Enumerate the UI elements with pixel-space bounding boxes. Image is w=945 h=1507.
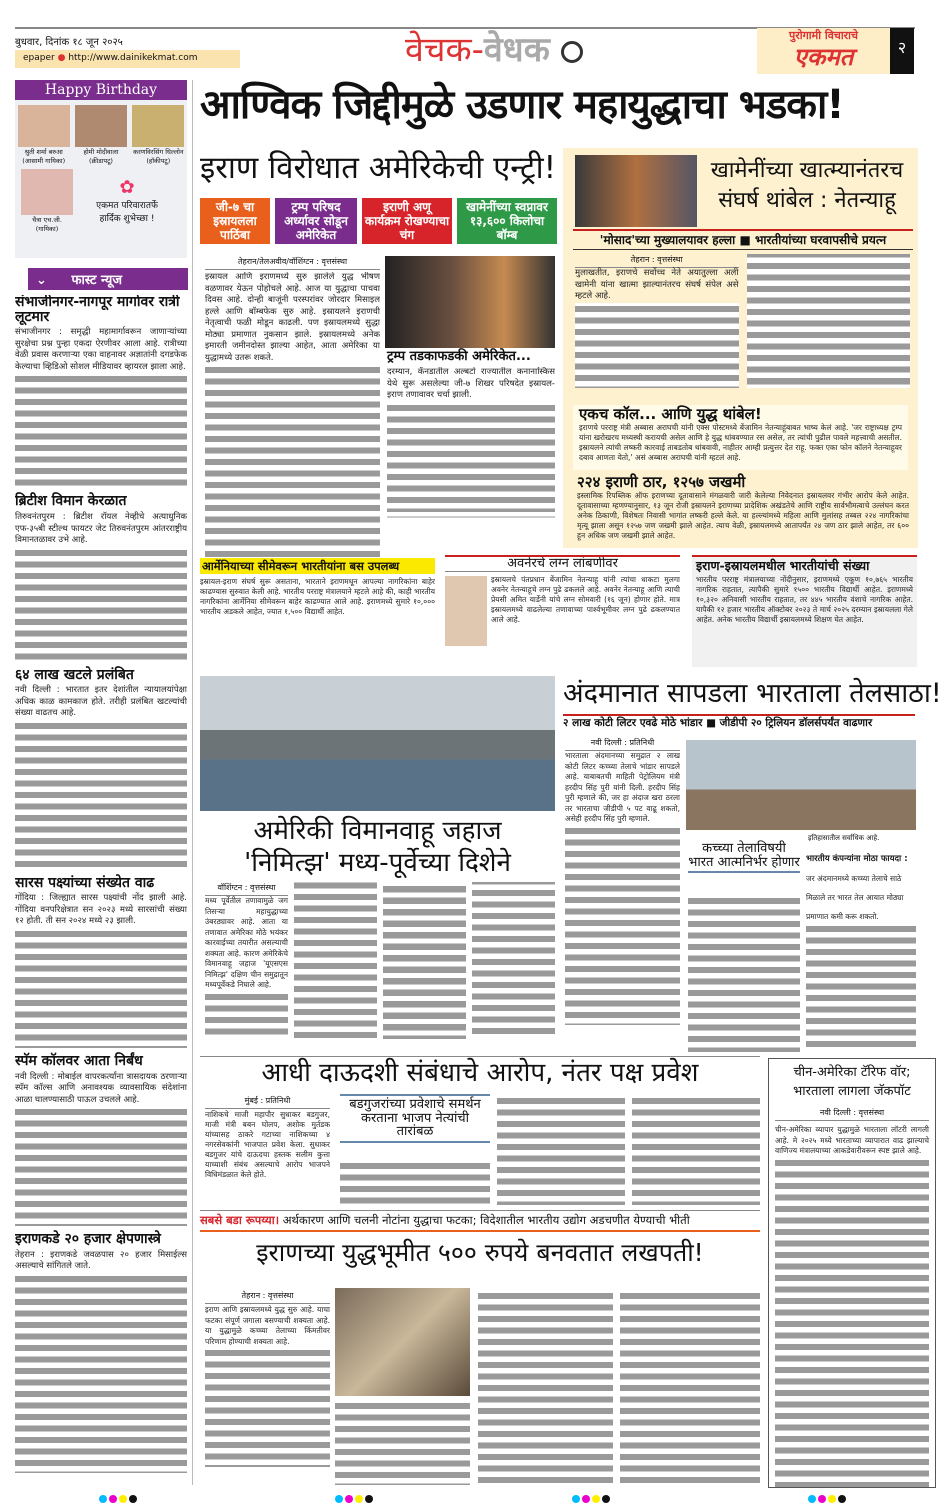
avner-story: अवनेरचे लग्न लांबणीवर इस्रायलचे पंतप्रधान बेंजामिन नेतन्याहू यांनी त्यांचा धाकटा मुलगा अवनेर नेतन्याहूचे लग्न पुढे ढकलले आहे. अवनेर नेतन्याहू आणि त्याची प्रेयसी अमित यार्डेनी यांचे लग्न सोमवारी (१६ जून) होणार होते. मात्र इस्रायलमध्ये वाढलेल्या तणावाच्या पार्श्वभूमीवर लग्न पुढे ढकलण्यात आले आहे. [445,555,680,667]
person-photo [75,105,127,147]
indians-count-story: इराण-इस्रायलमधील भारतीयांची संख्या भारतीय परराष्ट्र मंत्रालयाच्या नोंदीनुसार, इराणमध्ये एकूण १०,७६५ भारतीय नागरिक राहतात, त्यापैकी सुमारे १५०० भारतीय विद्यार्थी आहेत. इराणमध्ये १०,३२० अनिवासी भारतीय राहतात, तर ४४५ भारतीय वंशाचे नागरिक आहेत. यापैकी १२ हजार भारतीय ऑक्टोबर २०२३ ते मार्च २०२५ दरम्यान इस्रायलला गेले आहेत. अनेक भारतीय विद्यार्थी इस्रायलमध्ये शिक्षण घेत आहेत. [692,555,917,667]
ship-body: वॉशिंग्टन : वृत्तसंस्था मध्य पूर्वेतील तणावामुळे जग तिसऱ्या महायुद्धाच्या उंबरठ्यावर आहे. आता या तणावात अमेरिका मोठे भयंकर कारवाईच्या तयारीत असल्याची शक्यता आहे. कारण अमेरिकेचे विमानवाहू जहाज 'यूएसएस निमित्झ' दक्षिण चीन समुद्रातून मध्यपूर्वेकडे निघाले आहे. [205,882,555,1052]
birthday-title: Happy Birthday [15,80,187,100]
epaper-bar [15,50,240,68]
section-logo [405,30,583,70]
column-divider [192,80,193,1485]
andaman-body-col2 [688,895,800,1052]
banner-label: सबसे बडा रूपय्या। [200,1213,280,1227]
birthday-person: होमी मोदीवाला (क्रीडापटू) [75,105,127,165]
paper-brand [757,28,890,74]
byline: तेहरान : वृत्तसंस्था [205,1290,330,1304]
oil-rig-photo [686,740,916,830]
iran-headline: इराण विरोधात अमेरिकेची एन्ट्री! [200,150,557,186]
red-rule [563,714,915,716]
paper-name: एकमत [793,43,854,71]
red-rule [573,229,913,231]
logo-part2: वेधक [483,30,550,70]
epaper-url[interactable]: http://www.dainikekmat.com [68,53,198,63]
banner-text: अर्थकारण आणि चलनी नोटांना युद्धाचा फटका; विदेशातील भारतीय उद्योग अडचणीत येण्याची भीती [282,1213,690,1227]
section-rule [200,1056,760,1057]
rupee-body-col3 [478,1290,613,1485]
caption-body: दरम्यान, कॅनडातील अल्बर्टा राज्यातील कनानास्किस येथे सुरू असलेल्या जी-७ शिखर परिषदेत इस्रायल-इराण तणावावर चर्चा झाली. [387,367,555,557]
china-tariff-box: चीन-अमेरिका टॅरिफ वॉर; भारताला लागला जॅकपॉट नवी दिल्ली : वृत्तसंस्था चीन-अमेरिका व्यापार युद्धामुळे भारताला लॉटरी लागली आहे. मे २०२५ मध्ये भारताच्या व्यापारात वाढ झाल्याचे वाणिज्य मंत्रालयाच्या आकडेवारीवरून स्पष्ट झाले आहे. [768,1058,936,1488]
bouquet-icon: ✿ [119,177,135,198]
andaman-subhead2: कच्च्या तेलाविषयी भारत आत्मनिर्भर होणार [688,842,800,873]
news-item: ब्रिटीश विमान केरळात तिरुवनंतपुरम : ब्रिटीश रॉयल नेव्हीचे अत्याधुनिक एफ-३५बी स्टील्थ फायटर जेट तिरुवनंतपुरम आंतरराष्ट्रीय विमानतळावर उभे आहे. [15,494,187,661]
dawood-headline: आधी दाऊदशी संबंधाचे आरोप, नंतर पक्ष प्रवेश [261,1058,699,1088]
dawood-body-col4 [632,1095,760,1205]
date-line: बुधवार, दिनांक १८ जून २०२५ [15,37,123,48]
magnifier-icon [561,41,583,63]
logo-part1: वेचक- [405,30,484,70]
netanyahu-headline: खामेनींच्या खात्म्यानंतरच संघर्ष थांबेल : नेतन्याहू [710,158,904,213]
news-item: इराणकडे २० हजार क्षेपणास्त्रे तेहरान : इराणकडे जवळपास २० हजार मिसाईल्स असल्याचे सांगितले जाते. [15,1232,187,1473]
rupee-headline: इराणच्या युद्धभूमीत ५०० रुपये बनवतात लखपती! [256,1238,704,1267]
birthday-person: श्रुती शर्मा बरुआ (आसामी गायिका) [18,105,70,165]
chevron-down-icon: ⌄ [36,273,47,288]
registration-marks [0,1488,945,1507]
dawood-body: नाशिकचे माजी महापौर सुधाकर बडगुजर, माजी मंत्री बबन घोलप, अशोक मुर्तडक यांच्यासह ठाकरे गटाच्या नाशिकच्या ४ नगरसेवकांनी भाजपात प्रवेश केला. सुधाकर बडगुजर यांचे दाऊदचा हस्तक सलीम कुत्ता याच्याशी संबंध असल्याचे आरोप भाजपने विधिमंडळात केले होते. [205,1110,330,1179]
highlight-box: खामेनींच्या स्वप्नावर १३,६०० किलोचा बॉम्ब [457,198,557,244]
page-number: २ [890,28,914,74]
rupee-body-col2 [335,1400,470,1485]
news-item: स्पॅम कॉलवर आता निर्बंध नवी दिल्ली : मोबाईल वापरकर्त्यांना त्रासदायक ठरणाऱ्या स्पॅम कॉल्स आणि अनावश्यक व्यावसायिक संदेशांना आळा घालण्यासाठी पाऊल उचलले आहे. [15,1054,187,1226]
couple-photo [445,576,487,646]
dawood-subhead: बडगुजरांच्या प्रवेशाचे समर्थन करताना भाजप नेत्यांची तारांबळ [340,1094,490,1143]
birthday-person: चैत्रा एच.जी. (गायिका) [21,169,73,233]
birthday-person: करणविरसिंग धिल्लोन (हॉकीपटू) [132,105,184,165]
dawood-body-col2 [340,1160,490,1206]
news-item: सारस पक्ष्यांच्या संख्येत वाढ गोंदिया : जिल्ह्यात सारस पक्ष्यांची नोंद झाली आहे. गोंदिया वनपरिक्षेत्रात सन २०२३ मध्ये सारसांची संख्या १२ होती. ती सन २०२४ मध्ये २३ झाली. [15,876,187,1048]
news-item: संभाजीनगर-नागपूर मार्गावर रात्री लूटमार संभाजीनगर : समृद्धी महामार्गावरून जाणाऱ्यांच्या सुरक्षेचा प्रश्न पुन्हा एकदा ऐरणीवर आला आहे. रात्रीच्या वेळी प्रवास करणाऱ्या एका वाहनावर अज्ञातांनी दगडफेक केल्याचा व्हिडिओ सोशल मीडियावर व्हायरल झाला आहे. [15,295,187,488]
highlight-box: जी-७ चा इस्रायलला पाठिंबा [200,198,270,244]
wish-line1: एकमत परिवारातर्फे [96,201,158,211]
rupee-banner [200,1210,760,1232]
person-photo [18,105,70,147]
netanyahu-body: तेहरान : वृत्तसंस्था मुलाखतीत, इराणचे सर्वोच्च नेते अयातुल्ला अली खामेनी यांना खात्मा झाल्यानंतरच संघर्ष संपेल असे म्हटले आहे. [575,254,910,394]
rupee-body-col4 [620,1290,760,1485]
netanyahu-subhead: 'मोसाद'च्या मुख्यालयावर हल्ला ■ भारतीयांच्या घरवापसीचे प्रयत्न [573,234,913,250]
andaman-body: नवी दिल्ली : प्रतिनिधी भारताला अंदमानच्या समुद्रात २ लाख कोटी लिटर कच्च्या तेलाचे भांडार सापडले आहे. याबाबतची माहिती पेट्रोलियम मंत्री हरदीप सिंह पुरी यांनी दिली. हरदीप सिंह पुरी म्हणाले की, जर हा अंदाज खरा ठरला तर भारताचा जीडीपी ५ पट वाढू शकतो, असेही हरदीप सिंह पुरी म्हणाले. [565,737,680,1052]
aircraft-carrier-photo [200,676,555,811]
ship-headline: अमेरिकी विमानवाहू जहाज 'निमित्झ' मध्य-पूर्वेच्या दिशेने [244,816,511,878]
byline: तेहरान/तेलअवीव/वॉशिंग्टन : वृत्तसंस्था [205,256,380,270]
highlight-box: इराणी अणू कार्यक्रम रोखण्याचा चंग [362,198,452,244]
fast-news-title: फास्ट न्यूज [71,273,122,288]
andaman-subhead: २ लाख कोटी लिटर एवढे मोठे भांडार ■ जीडीपी २० ट्रिलियन डॉलर्सपर्यंत वाढणार [563,717,873,729]
epaper-label: epaper [23,53,55,63]
one-call-box: एकच कॉल... आणि युद्ध थांबेल! इराणचे परराष्ट्र मंत्री अब्बास अराघची यांनी एक्स पोस्टमध्ये बेंजामिन नेतन्याहूंबाबत भाष्य केलं आहे. 'जर राष्ट्राध्यक्ष ट्रम्प यांना खरोखरच मध्यस्थी करायची असेल आणि हे युद्ध थांबवण्यात रस असेल, तर त्यांची पुढील पावले महत्त्वाची असतील. इस्रायलने त्यांची लष्करी कारवाई ताबडतोब थांबवावी, नाहीतर आम्ही प्रत्युत्तर देत राहू. फक्त एका फोन कॉलने नेतन्याहूवर दबाव आणता येतो,' असं अब्बास अराघची यांनी म्हटलं आहे. [573,405,908,470]
armenia-story: आर्मेनियाच्या सीमेवरून भारतीयांना बस उपलब्ध इस्रायल-इराण संघर्ष सुरू असताना, भारताने इराणमधून आपल्या नागरिकांना बाहेर काढण्यास सुरुवात केली आहे. भारतीय परराष्ट्र मंत्रालयाने म्हटले आहे की, काही भारतीय नागरिकांना आर्मेनिया सीमेवरून बाहेर काढण्यात आले आहे. इराणमध्ये सुमारे १०,००० भारतीय अडकले आहेत, ज्यात १,५०० विद्यार्थी आहेत. [200,559,435,617]
rupee-body: इराण आणि इस्रायलमध्ये युद्ध सुरु आहे. याचा फटका संपूर्ण जगाला बसण्याची शक्यता आहे. या युद्धामुळे कच्च्या तेलाच्या किंमतीवर परिणाम होण्याची शक्यता आहे. [205,1305,330,1485]
birthday-box [15,80,187,258]
highlight-box: ट्रम्प परिषद अर्ध्यावर सोडून अमेरिकेत [275,198,357,244]
main-headline: आण्विक जिद्दीमुळे उडणार महायुद्धाचा भडका! [200,82,844,128]
casualties-box: २२४ इराणी ठार, १२५७ जखमी इस्लामिक रिपब्लिक ऑफ इराणच्या दूतावासाने मंगळवारी जारी केलेल्या निवेदनात इस्रायलवर गंभीर आरोप केले आहेत. दूतावासाच्या म्हणण्यानुसार, १३ जून रोजी इस्रायलने इराणच्या प्रादेशिक अखंडतेचे आणि राष्ट्रीय सार्वभौमत्वाचे उल्लंघन करत अनेक ठिकाणी, विशेषतः निवासी भागांत लष्करी हल्ले केले. या हल्ल्यांमध्ये महिला आणि मुलांसह तब्बल २२४ नागरिकांचा मृत्यू झाला असून १२५७ जण जखमी झाले आहेत. त्याच वेळी, इस्रायलमध्ये आतापर्यंत २४ जण ठार झाले आहेत, तर ६०० हून अधिक जण जखमी झाले आहेत. [577,473,909,540]
dawood-body-col3 [497,1095,625,1205]
wish-line2: हार्दिक शुभेच्छा ! [99,214,155,224]
khamenei-netanyahu-photo [575,155,697,227]
fast-news-header [28,268,188,290]
andaman-caption: इतिहासातील सर्वाधिक आहे. [808,834,880,842]
person-photo [21,169,73,215]
andaman-headline: अंदमानात सापडला भारताला तेलसाठा! [563,678,942,709]
caption-title: ट्रम्प तडकाफडकी अमेरिकेत... [387,349,531,364]
byline: मुंबई : प्रतिनिधी [205,1095,330,1109]
fast-news-column [15,295,187,1485]
andaman-side: भारतीय कंपन्यांना मोठा फायदा : जर अंदमानमध्ये कच्च्या तेलाचे साठे मिळाले तर भारत तेल आयात मोठ्या प्रमाणात कमी करू शकतो. [806,846,916,1052]
person-photo [132,105,184,147]
globe-icon: ● [57,53,66,63]
article-body: इस्रायल आणि इराणमध्ये सुरु झालेले युद्ध भीषण वळणावर येऊन पोहोचले आहे. आज या युद्धाचा पाचवा दिवस आहे. दोन्ही बाजूंनी परस्परांवर जोरदार मिसाइल हल्ले आणि बॉम्बफेक सुरु आहे. इस्रायलने इराणची नेतृत्वाची फळी मोडून काढली. पण इस्रायलमध्ये सुद्धा मोठ्या प्रमाणात नुकसान झाले. इस्रायलमध्ये अनेक इमारती जमीनदोस्त झाल्या आहेत, आता अमेरिका या युद्धामध्ये उतरू शकते. [205,272,380,557]
news-item: ६४ लाख खटले प्रलंबित नवी दिल्ली : भारतात इतर देशांतील न्यायालयांपेक्षा अधिक काळ कामकाज होते. तरीही प्रलंबित खटल्यांची संख्या वाढतच आहे. [15,668,187,870]
currency-photo [335,1288,470,1396]
tagline: पुरोगामी विचाराचे [788,29,859,42]
leaders-photo [385,256,555,348]
sidebar-note [387,516,555,518]
